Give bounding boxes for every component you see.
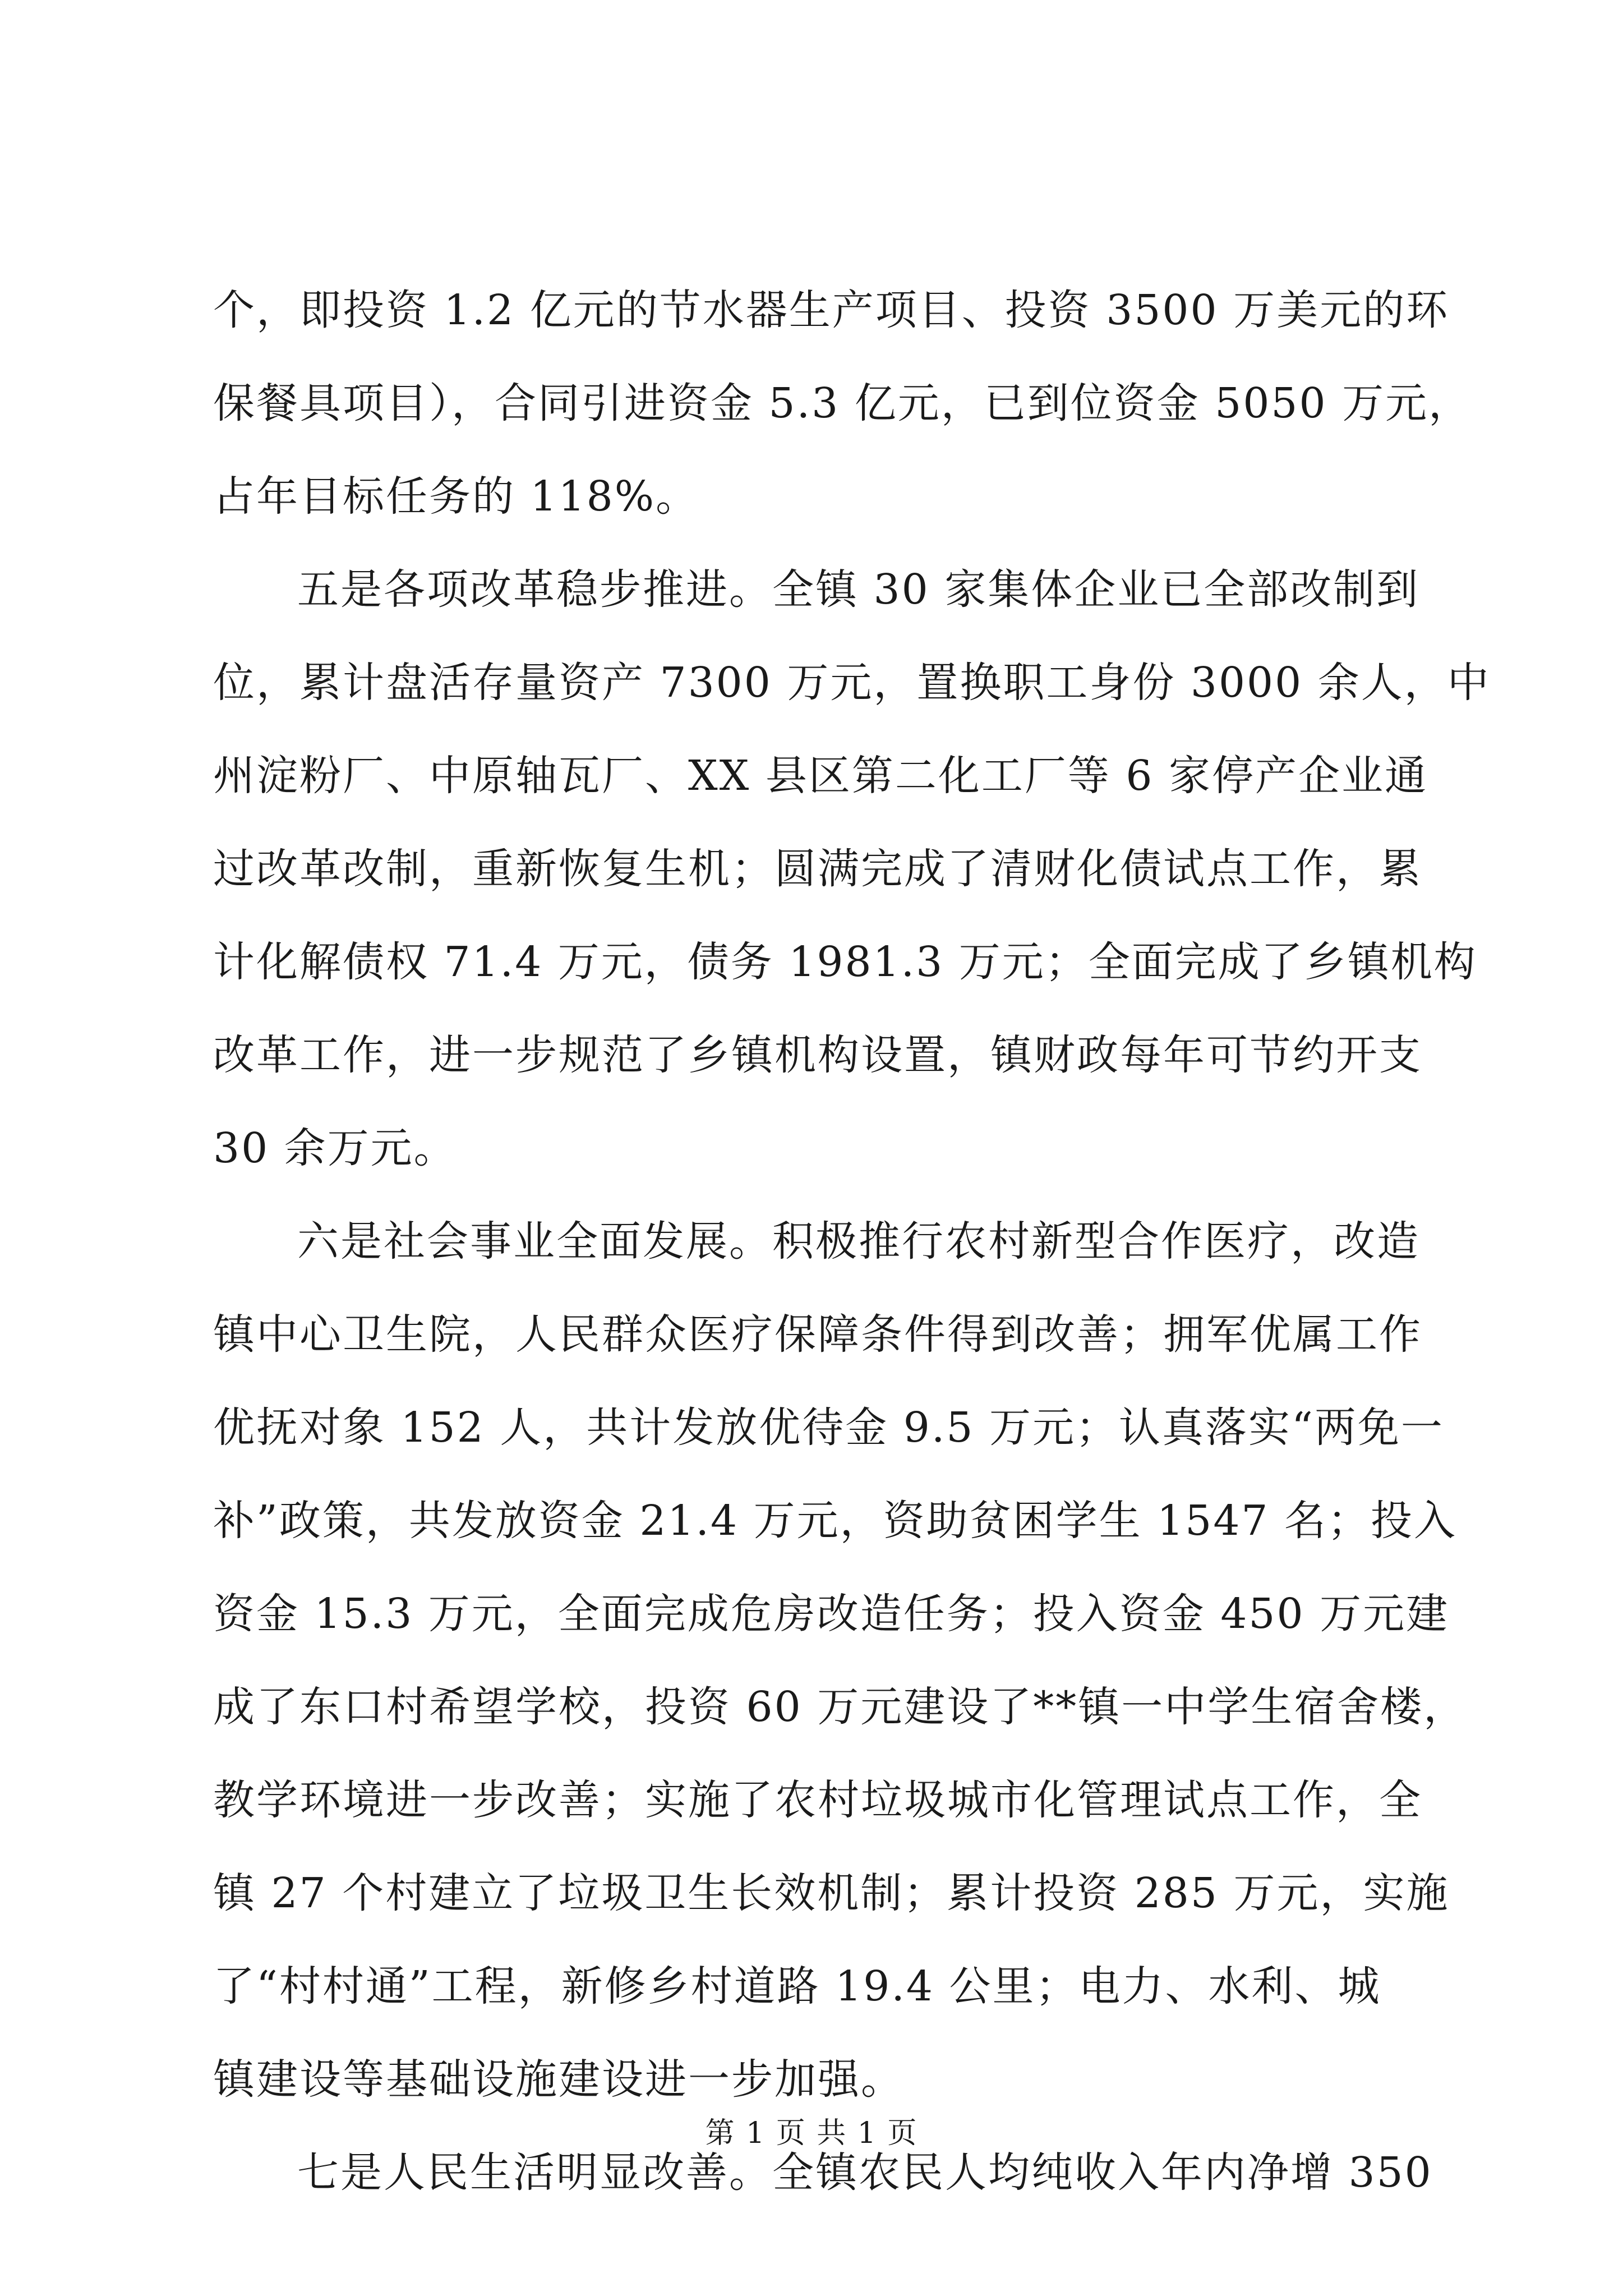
paragraph-start-line: 六是社会事业全面发展。积极推行农村新型合作医疗，改造 (297, 1217, 1420, 1266)
text-line: 成了东口村希望学校，投资 60 万元建设了**镇一中学生宿舍楼， (213, 1683, 1467, 1731)
text-line: 州淀粉厂、中原轴瓦厂、XX 县区第二化工厂等 6 家停产企业通 (213, 752, 1428, 800)
document-body (213, 264, 1491, 2219)
page-footer (0, 2114, 1623, 2153)
text-line: 镇建设等基础设施建设进一步加强。 (213, 2055, 904, 2104)
text-line: 了“村村通”工程，新修乡村道路 19.4 公里；电力、水利、城 (213, 1962, 1381, 2010)
paragraph-start-line: 五是各项改革稳步推进。全镇 30 家集体企业已全部改制到 (297, 565, 1420, 614)
text-line: 补”政策，共发放资金 21.4 万元，资助贫困学生 1547 名；投入 (213, 1497, 1458, 1545)
text-line: 镇中心卫生院，人民群众医疗保障条件得到改善；拥军优属工作 (213, 1310, 1422, 1359)
page-number-label: 第 1 页 共 1 页 (705, 2116, 918, 2150)
text-line: 位，累计盘活存量资产 7300 万元，置换职工身份 3000 余人，中 (213, 659, 1491, 707)
text-line: 改革工作，进一步规范了乡镇机构设置，镇财政每年可节约开支 (213, 1031, 1422, 1079)
text-line: 镇 27 个村建立了垃圾卫生长效机制；累计投资 285 万元，实施 (213, 1869, 1450, 1917)
text-line: 个，即投资 1.2 亿元的节水器生产项目、投资 3500 万美元的环 (213, 286, 1450, 334)
paragraph-start-line: 七是人民生活明显改善。全镇农民人均纯收入年内净增 350 (297, 2148, 1433, 2197)
text-line: 保餐具项目），合同引进资金 5.3 亿元，已到位资金 5050 万元， (213, 379, 1472, 427)
text-line: 30 余万元。 (213, 1124, 457, 1172)
text-line: 资金 15.3 万元，全面完成危房改造任务；投入资金 450 万元建 (213, 1590, 1450, 1638)
text-line: 计化解债权 71.4 万元，债务 1981.3 万元；全面完成了乡镇机构 (213, 938, 1477, 986)
text-line: 过改革改制，重新恢复生机；圆满完成了清财化债试点工作，累 (213, 845, 1422, 893)
text-line: 教学环境进一步改善；实施了农村垃圾城市化管理试点工作，全 (213, 1776, 1422, 1824)
text-line: 占年目标任务的 118%。 (213, 472, 699, 521)
text-line: 优抚对象 152 人，共计发放优待金 9.5 万元；认真落实“两免一 (213, 1404, 1444, 1452)
